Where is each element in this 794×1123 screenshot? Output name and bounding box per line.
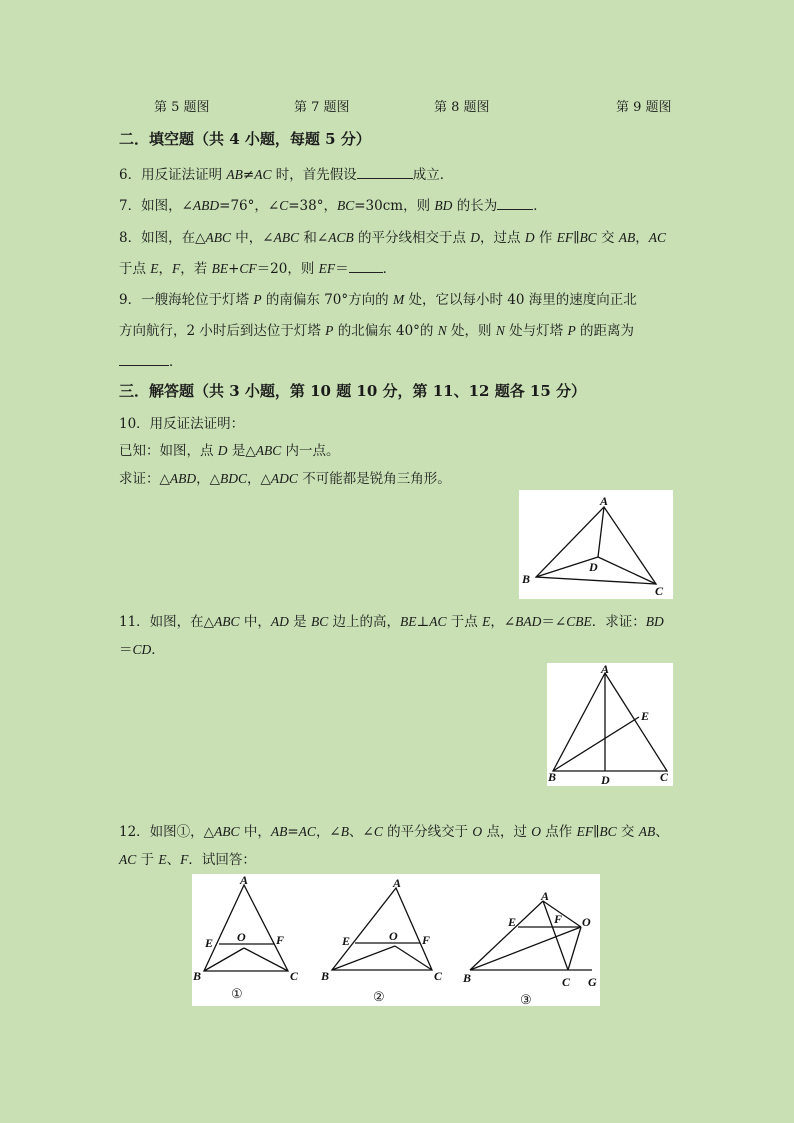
label-F: F: [554, 912, 563, 926]
label-A: A: [393, 876, 402, 890]
label-A: A: [600, 494, 609, 508]
question-12-line1: 12．如图①，△ABC 中，AB=AC，∠B、∠C 的平分线交于 O 点，过 O 点作 EF∥BC 交 AB、: [119, 824, 669, 840]
label-A: A: [240, 874, 249, 887]
label-F: F: [276, 933, 285, 947]
question-11-line2: ＝CD．: [119, 642, 165, 658]
answer-blank-8[interactable]: [349, 259, 383, 273]
label-B: B: [193, 969, 202, 983]
label-E: E: [205, 936, 214, 950]
label-A: A: [601, 663, 610, 676]
label-B: B: [548, 770, 557, 784]
label-A: A: [541, 889, 550, 903]
figure-q11: [547, 663, 673, 786]
question-8-line2: 于点 E，F，若 BE+CF＝20，则 EF＝ ．: [119, 261, 397, 277]
figure-number-3: ③: [520, 992, 532, 1006]
label-C: C: [660, 770, 669, 784]
label-E: E: [641, 709, 650, 723]
label-F: F: [422, 933, 431, 947]
label-E: E: [342, 934, 351, 948]
label-C: C: [655, 584, 664, 598]
question-10-title: 10．用反证法证明：: [119, 416, 245, 432]
answer-blank-7[interactable]: [497, 196, 533, 210]
caption-fig8: 第 8 题图: [434, 100, 490, 115]
answer-blank-9[interactable]: [119, 352, 169, 366]
label-O: O: [582, 915, 591, 929]
question-6: 6．用反证法证明 AB≠AC 时，首先假设 成立．: [119, 167, 454, 183]
label-C: C: [562, 975, 571, 989]
label-B: B: [522, 572, 531, 586]
question-9-line1: 9．一艘海轮位于灯塔 P 的南偏东 70°方向的 M 处，它以每小时 40 海里的速度向正北: [119, 292, 637, 308]
question-9-line3: ．: [119, 350, 183, 370]
figure-number-2: ②: [373, 989, 385, 1004]
question-8-line1: 8．如图，在△ABC 中，∠ABC 和∠ACB 的平分线相交于点 D，过点 D 作 EF∥BC 交 AB，AC: [119, 230, 667, 246]
label-B: B: [463, 971, 472, 985]
question-7: 7．如图，∠ABD=76°，∠C=38°，BC=30cm，则 BD 的长为 ．: [119, 198, 547, 214]
question-11-line1: 11．如图，在△ABC 中，AD 是 BC 边上的高，BE⊥AC 于点 E，∠BAD＝∠CBE．求证：BD: [119, 614, 664, 630]
label-D: D: [601, 773, 610, 786]
label-O: O: [389, 929, 398, 943]
question-10-given: 已知：如图，点 D 是△ABC 内一点。: [119, 443, 340, 459]
question-9-line2: 方向航行，2 小时后到达位于灯塔 P 的北偏东 40°的 N 处，则 N 处与灯塔 P 的距离为: [119, 323, 634, 339]
label-G: G: [588, 975, 597, 989]
question-10-prove: 求证：△ABD，△BDC，△ADC 不可能都是锐角三角形。: [119, 471, 451, 487]
question-12-line2: AC 于 E、F．试回答：: [119, 852, 256, 868]
caption-fig5: 第 5 题图: [154, 100, 210, 115]
figure-q10: [519, 490, 673, 599]
caption-fig7: 第 7 题图: [294, 100, 350, 115]
section2-heading: 二．填空题（共 4 小题，每题 5 分）: [119, 130, 371, 148]
label-B: B: [321, 969, 330, 983]
label-E: E: [508, 915, 517, 929]
figure-q12: [192, 874, 600, 1006]
caption-fig9: 第 9 题图: [616, 100, 672, 115]
label-D: D: [589, 560, 598, 574]
figure-number-1: ①: [231, 986, 243, 1001]
section3-heading: 三．解答题（共 3 小题，第 10 题 10 分，第 11、12 题各 15 分）: [119, 382, 587, 400]
label-C: C: [434, 969, 443, 983]
label-O: O: [237, 930, 246, 944]
label-C: C: [290, 969, 299, 983]
answer-blank-6[interactable]: [357, 165, 413, 179]
